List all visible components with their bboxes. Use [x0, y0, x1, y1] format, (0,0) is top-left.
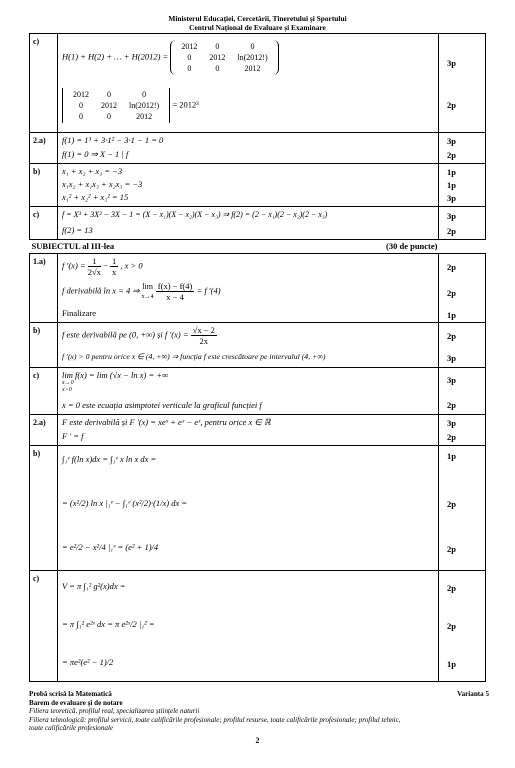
points: 2p: [447, 499, 456, 509]
item-label: b): [30, 164, 58, 207]
matrix-cell: 0: [142, 90, 147, 99]
solution-line: f(1) = 0 ⇒ X − 1 | f: [62, 149, 129, 159]
table-row: [30, 133, 486, 164]
matrix-row: [68, 101, 164, 110]
center-name: Centrul Național de Evaluare și Examinare: [189, 23, 326, 32]
matrix-cell: 2012: [136, 112, 153, 121]
points: 1p: [447, 310, 456, 320]
footer-filiera-tehnologica: Filiera tehnologică: profilul servicii, toate calificările profesionale; profilul resurse, toate calificările profesionale; profilul tehnic,: [29, 715, 401, 724]
table-row: [30, 571, 486, 682]
matrix-row: [68, 90, 164, 99]
matrix-cell: 0: [107, 90, 111, 99]
item-label: c): [30, 34, 58, 133]
item-label: b): [30, 323, 58, 368]
fraction-numerator: 1: [111, 256, 117, 266]
derivative-lhs: f ′(x) =: [62, 260, 86, 271]
solution-line: x₁ + x₂ + x₃ = −3: [62, 166, 123, 176]
points: 2p: [447, 150, 456, 160]
det-result: = 2012³: [172, 99, 199, 110]
matrix-cell: 0: [79, 101, 83, 110]
limit-symbol: lim: [142, 281, 153, 291]
matrix-cell: 0: [187, 64, 192, 73]
matrix-cell: 0: [187, 53, 192, 62]
solution-line: F ′ = f: [62, 431, 84, 441]
matrix-cell: 2012: [73, 90, 89, 99]
matrix-row: [176, 53, 272, 62]
matrix-cell: 2012: [101, 101, 117, 110]
points: 2p: [447, 331, 456, 341]
item-label: c): [30, 571, 58, 682]
footer-exam-name: Probă scrisă la Matematică: [29, 690, 112, 698]
page-number: 2: [255, 736, 260, 745]
table-row: [30, 207, 486, 240]
table-row: [30, 446, 486, 571]
item-label: c): [30, 368, 58, 415]
points: 3p: [447, 136, 456, 146]
minus-sign: −: [103, 260, 108, 271]
fraction-denominator: 2√x: [87, 267, 101, 277]
matrix-row: [68, 112, 164, 121]
matrix-row: [176, 64, 272, 73]
item-label: 1.a): [30, 254, 58, 323]
matrix-cell: 0: [215, 64, 220, 73]
section-points: (30 de puncte): [386, 241, 438, 251]
section-header: [30, 240, 486, 254]
domain-condition: , x > 0: [120, 260, 143, 271]
solution-line: = πe²(e² − 1)/2: [62, 657, 114, 667]
fraction-denominator: x: [111, 267, 117, 277]
fraction-denominator: 2x: [199, 336, 209, 346]
fraction-numerator: 1: [88, 256, 101, 267]
points: 2p: [447, 621, 456, 631]
points: 2p: [447, 400, 456, 410]
points: 1p: [447, 180, 456, 190]
points: 1p: [447, 451, 456, 461]
document-header: [0, 14, 515, 32]
limit-subscript: x>0: [62, 387, 72, 393]
points: 2p: [447, 544, 456, 554]
table-row: [30, 254, 486, 323]
item-label: 2.a): [30, 415, 58, 446]
points: 1p: [447, 659, 456, 669]
solution-line: f ′(x) > 0 pentru orice x ∈ (4, +∞) ⇒ funcția f este crescătoare pe intervalul (4, +∞): [62, 352, 326, 361]
footer-filiera-teoretica: Filiera teoretică, profilul real, specializarea științele naturii: [29, 707, 200, 716]
derivative-text: f este derivabilă pe (0, +∞) și f ′(x) =: [62, 329, 189, 340]
matrix-cell: 2012: [181, 42, 198, 51]
table-row: [30, 368, 486, 415]
footer-filiera-tehnologica-cont: toate calificările profesionale: [29, 724, 114, 733]
solution-line: f(2) = 13: [62, 225, 93, 235]
matrix-cell: 0: [250, 42, 255, 51]
limit-subscript: x→0: [62, 380, 74, 386]
derivative-at-4: = f ′(4): [196, 285, 221, 296]
solution-line: = π ∫₁² e²ˣ dx = π e²ˣ/2 |₁² =: [62, 619, 155, 629]
limit-line: lim f(x) = lim (√x − ln x) = +∞: [62, 370, 169, 380]
points: 1p: [447, 167, 456, 177]
sum-expression: H(1) + H(2) + … + H(2012) =: [62, 51, 169, 62]
limit-subscript: x→4: [141, 293, 154, 300]
matrix-cell: ln(2012!): [129, 101, 160, 110]
table-row: [30, 34, 486, 133]
matrix-1: [170, 40, 278, 75]
section-title: SUBIECTUL al III-lea: [31, 241, 115, 251]
solution-line: x₁x₂ + x₁x₃ + x₂x₃ = −3: [62, 179, 143, 189]
ministry-name: Ministerul Educației, Cercetării, Tineretului și Sportului: [168, 14, 347, 23]
matrix-cell: 2012: [244, 64, 261, 73]
points-cell: [439, 34, 486, 133]
points: 2p: [447, 432, 456, 442]
points: 2p: [447, 100, 456, 110]
solution-line: f = X³ + 3X² − 3X − 1 = (X − x₁)(X − x₂)(X − x₃) ⇒ f(2) = (2 − x₁)(2 − x₂)(2 − x₃): [62, 210, 328, 219]
item-label: 2.a): [30, 133, 58, 164]
points: 3p: [447, 211, 456, 221]
table-row: [30, 323, 486, 368]
grading-table: [29, 33, 486, 682]
table-row: [30, 164, 486, 207]
points: 2p: [447, 583, 456, 593]
matrix-row: [176, 42, 272, 51]
points: 3p: [447, 58, 456, 68]
item-label: c): [30, 207, 58, 240]
points: 3p: [447, 353, 456, 363]
item-label: b): [30, 446, 58, 571]
points: 3p: [447, 418, 456, 428]
solution-line: = e²/2 − x²/4 |₁ᵉ = (e² + 1)/4: [62, 542, 159, 552]
points: 2p: [447, 262, 456, 272]
fraction-numerator: f(x) − f(4): [157, 281, 193, 291]
matrix-cell: 0: [79, 112, 83, 121]
fraction-numerator: √x − 2: [192, 325, 215, 335]
solution-line: ∫₁ᵉ f(ln x)dx = ∫₁ᵉ x ln x dx =: [62, 454, 157, 464]
points: 2p: [447, 288, 456, 298]
solution-line: Finalizare: [62, 308, 96, 318]
matrix-cell: 0: [215, 42, 220, 51]
solution-cell: [58, 34, 439, 133]
solution-line: x₁² + x₂² + x₃² = 15: [62, 192, 129, 202]
document-footer: [29, 690, 489, 733]
points: 2p: [447, 226, 456, 236]
matrix-cell: 0: [107, 112, 111, 121]
solution-line: V = π ∫₁² g²(x)dx =: [62, 581, 126, 591]
points: 3p: [447, 193, 456, 203]
matrix-cell: 2012: [209, 53, 226, 62]
solution-line: x = 0 este ecuația asimptotei verticale la graficul funcției f: [62, 400, 262, 410]
matrix-cell: ln(2012!): [237, 53, 268, 62]
table-row: [30, 415, 486, 446]
footer-barem: Barem de evaluare și de notare: [29, 698, 123, 707]
solution-line: f(1) = 1³ + 3·1² − 3·1 − 1 = 0: [62, 135, 164, 145]
derivability-text: f derivabilă în x = 4 ⇒: [62, 285, 140, 296]
solution-line: = (x²/2) ln x |₁ᵉ − ∫₁ᵉ (x²/2)·(1/x) dx =: [62, 498, 188, 508]
fraction-denominator: x − 4: [166, 292, 184, 302]
determinant: [62, 88, 170, 123]
variant-label: Varianta 5: [457, 690, 489, 698]
points: 3p: [447, 375, 456, 385]
solution-line: F este derivabilă și F ′(x) = xeˣ + eˣ − eˣ, pentru orice x ∈ ℝ: [62, 417, 271, 427]
